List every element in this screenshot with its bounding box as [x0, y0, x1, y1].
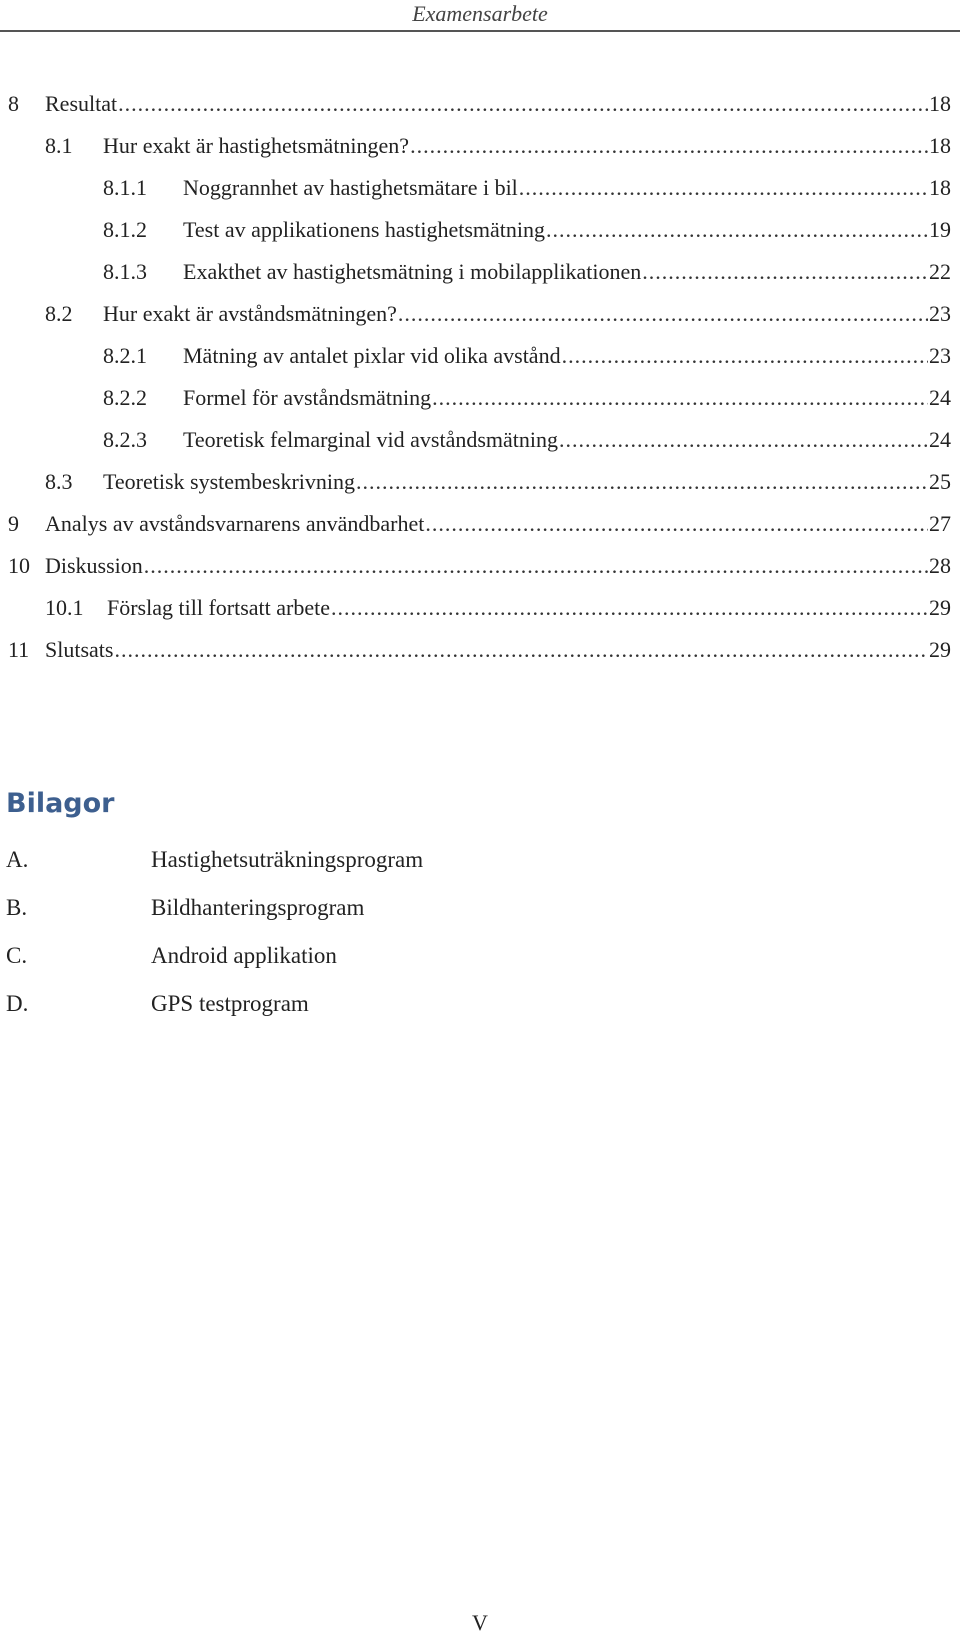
toc-entry-number: 11 — [8, 637, 30, 662]
toc-entry-line — [107, 588, 951, 628]
toc-dot-leader — [432, 378, 928, 418]
toc-entry-title: Diskussion — [45, 546, 144, 586]
toc-entry-line — [183, 378, 951, 418]
appendix-letter: B. — [6, 895, 28, 920]
toc-entry-page: 27 — [928, 504, 951, 544]
toc-entry-number: 8.2.3 — [103, 427, 147, 452]
appendix-title: Hastighetsuträkningsprogram — [151, 847, 424, 872]
toc-entry-8-2-1[interactable] — [0, 336, 960, 376]
toc-entry-10-1[interactable] — [0, 588, 960, 628]
toc-entry-title: Hur exakt är hastighetsmätningen? — [103, 126, 410, 166]
toc-entry-11[interactable] — [0, 630, 960, 670]
toc-entry-page: 29 — [928, 630, 951, 670]
toc-entry-8-1-3[interactable] — [0, 252, 960, 292]
toc-entry-title: Teoretisk systembeskrivning — [103, 462, 356, 502]
toc-entry-8-2-2[interactable] — [0, 378, 960, 418]
toc-entry-8[interactable] — [0, 84, 960, 124]
toc-entry-page: 18 — [928, 168, 951, 208]
toc-entry-number: 10.1 — [45, 595, 84, 620]
toc-dot-leader — [425, 504, 928, 544]
toc-entry-page: 25 — [928, 462, 951, 502]
toc-entry-title: Förslag till fortsatt arbete — [107, 588, 331, 628]
toc-entry-number: 8.1.3 — [103, 259, 147, 284]
toc-entry-8-1-2[interactable] — [0, 210, 960, 250]
toc-entry-8-2-3[interactable] — [0, 420, 960, 460]
toc-dot-leader — [114, 630, 928, 670]
appendix-item-a — [0, 840, 960, 880]
toc-entry-10[interactable] — [0, 546, 960, 586]
appendix-letter: A. — [6, 847, 29, 872]
toc-entry-title: Analys av avståndsvarnarens användbarhet — [45, 504, 425, 544]
toc-dot-leader — [546, 210, 928, 250]
toc-entry-line — [183, 168, 951, 208]
toc-entry-title: Slutsats — [45, 630, 114, 670]
toc-entry-line — [45, 546, 951, 586]
toc-entry-line — [103, 294, 951, 334]
appendix-item-b — [0, 888, 960, 928]
toc-entry-line — [45, 630, 951, 670]
toc-entry-number: 8.1 — [45, 133, 73, 158]
toc-entry-number: 8.2 — [45, 301, 73, 326]
toc-entry-title: Exakthet av hastighetsmätning i mobilapplikationen — [183, 252, 642, 292]
toc-entry-8-1[interactable] — [0, 126, 960, 166]
toc-entry-page: 23 — [928, 336, 951, 376]
toc-dot-leader — [519, 168, 928, 208]
appendix-title: Android applikation — [151, 943, 337, 968]
toc-entry-page: 24 — [928, 420, 951, 460]
toc-entry-number: 8.2.2 — [103, 385, 147, 410]
appendix-title: Bildhanteringsprogram — [151, 895, 365, 920]
toc-entry-page: 28 — [928, 546, 951, 586]
toc-entry-title: Test av applikationens hastighetsmätning — [183, 210, 546, 250]
toc-entry-page: 22 — [928, 252, 951, 292]
toc-dot-leader — [562, 336, 928, 376]
toc-entry-line — [183, 336, 951, 376]
appendix-letter: C. — [6, 943, 28, 968]
toc-entry-title: Mätning av antalet pixlar vid olika avstånd — [183, 336, 562, 376]
appendix-letter: D. — [6, 991, 29, 1016]
toc-dot-leader — [331, 588, 928, 628]
toc-dot-leader — [398, 294, 928, 334]
toc-entry-page: 29 — [928, 588, 951, 628]
toc-entry-8-3[interactable] — [0, 462, 960, 502]
toc-entry-9[interactable] — [0, 504, 960, 544]
toc-entry-number: 8.1.2 — [103, 217, 147, 242]
toc-entry-number: 8.3 — [45, 469, 73, 494]
toc-entry-line — [45, 504, 951, 544]
toc-entry-number: 10 — [8, 553, 30, 578]
appendix-item-c — [0, 936, 960, 976]
toc-dot-leader — [356, 462, 928, 502]
appendix-item-d — [0, 984, 960, 1024]
toc-dot-leader — [642, 252, 928, 292]
toc-entry-line — [183, 210, 951, 250]
appendix-title: GPS testprogram — [151, 991, 309, 1016]
toc-entry-page: 24 — [928, 378, 951, 418]
toc-entry-line — [45, 84, 951, 124]
toc-entry-page: 18 — [928, 126, 951, 166]
toc-entry-8-1-1[interactable] — [0, 168, 960, 208]
toc-entry-line — [103, 462, 951, 502]
toc-entry-title: Formel för avståndsmätning — [183, 378, 432, 418]
toc-entry-title: Teoretisk felmarginal vid avståndsmätning — [183, 420, 559, 460]
toc-entry-number: 8 — [8, 91, 19, 116]
toc-entry-8-2[interactable] — [0, 294, 960, 334]
toc-entry-number: 8.2.1 — [103, 343, 147, 368]
toc-entry-line — [103, 126, 951, 166]
toc-dot-leader — [118, 84, 928, 124]
running-header — [0, 0, 960, 32]
toc-entry-line — [183, 252, 951, 292]
toc-entry-page: 18 — [928, 84, 951, 124]
toc-entry-number: 8.1.1 — [103, 175, 147, 200]
toc-entry-title: Resultat — [45, 84, 118, 124]
toc-dot-leader — [144, 546, 928, 586]
page-number: V — [472, 1610, 488, 1635]
toc-entry-title: Hur exakt är avståndsmätningen? — [103, 294, 398, 334]
toc-entry-page: 19 — [928, 210, 951, 250]
toc-dot-leader — [559, 420, 928, 460]
toc-entry-line — [183, 420, 951, 460]
toc-entry-title: Noggrannhet av hastighetsmätare i bil — [183, 168, 519, 208]
running-title: Examensarbete — [412, 1, 548, 26]
appendices-heading: Bilagor — [6, 788, 115, 819]
toc-entry-page: 23 — [928, 294, 951, 334]
toc-entry-number: 9 — [8, 511, 19, 536]
toc-dot-leader — [410, 126, 928, 166]
